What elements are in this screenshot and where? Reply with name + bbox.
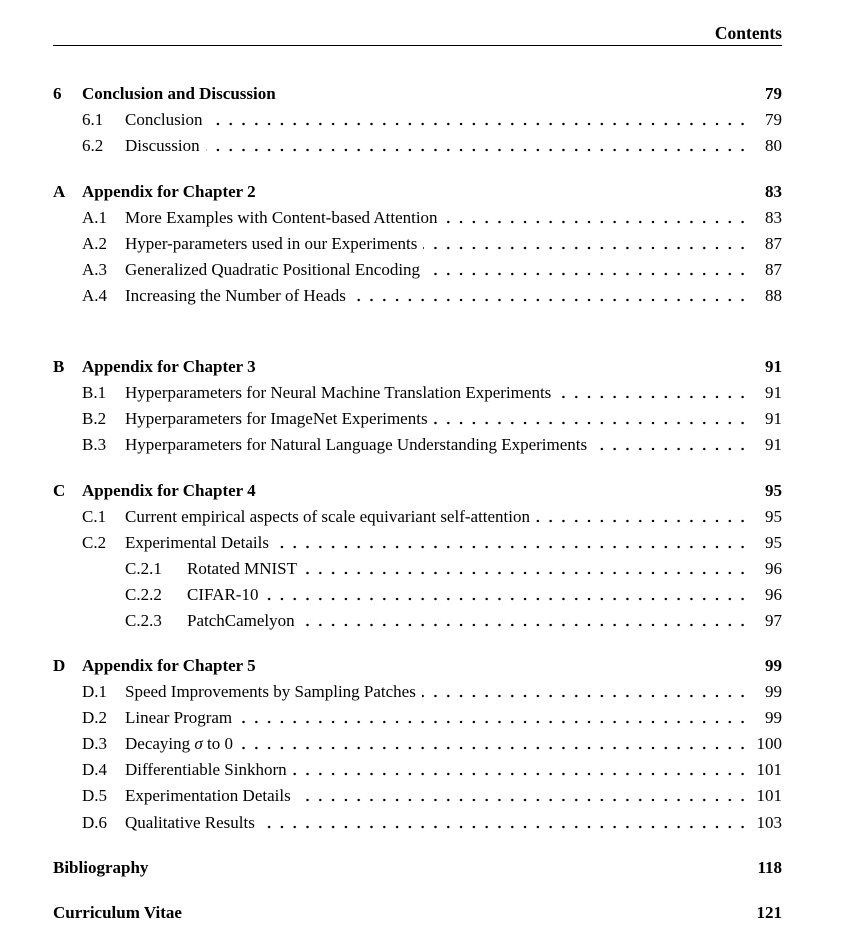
toc-section-entry[interactable] (0, 784, 841, 808)
subsection-number: C.2.2 (125, 585, 162, 604)
dot-leader (238, 720, 749, 724)
section-number: D.6 (82, 813, 108, 832)
section-page-number: 103 (756, 813, 782, 832)
chapter-page-number: 79 (765, 84, 782, 103)
subsection-title: PatchCamelyon (187, 611, 295, 630)
dot-leader (261, 825, 749, 829)
section-number: A.3 (82, 260, 108, 279)
section-number: 6.2 (82, 136, 104, 155)
dot-leader (352, 298, 749, 302)
section-title: Qualitative Results (125, 813, 255, 832)
section-page-number: 87 (765, 234, 782, 253)
section-title: More Examples with Content-based Attention (125, 208, 438, 227)
section-page-number: 99 (765, 708, 782, 727)
section-number: B.3 (82, 435, 107, 454)
curriculum-vitae-page-number: 121 (756, 903, 782, 922)
dot-leader (426, 272, 749, 276)
chapter-title: Appendix for Chapter 5 (82, 656, 256, 675)
section-number: D.3 (82, 734, 108, 753)
dot-leader (303, 571, 749, 575)
section-number: D.1 (82, 682, 108, 701)
toc-section-entry[interactable] (0, 680, 841, 704)
toc-backmatter-entry[interactable] (0, 856, 841, 880)
dot-leader (423, 246, 749, 250)
chapter-page-number: 95 (765, 481, 782, 500)
toc-section-entry[interactable] (0, 258, 841, 282)
curriculum-vitae-title: Curriculum Vitae (53, 903, 182, 922)
section-page-number: 91 (765, 409, 782, 428)
dot-leader (536, 519, 749, 523)
subsection-number: C.2.3 (125, 611, 162, 630)
section-number: B.1 (82, 383, 107, 402)
chapter-number: 6 (53, 84, 62, 103)
section-page-number: 91 (765, 435, 782, 454)
chapter-title: Appendix for Chapter 4 (82, 481, 256, 500)
section-page-number: 95 (765, 507, 782, 526)
section-page-number: 87 (765, 260, 782, 279)
dot-leader (422, 694, 749, 698)
chapter-page-number: 99 (765, 656, 782, 675)
toc-section-entry[interactable] (0, 433, 841, 457)
section-title: Current empirical aspects of scale equivariant self-attention (125, 507, 531, 526)
section-title: Hyperparameters for Neural Machine Translation Experiments (125, 383, 552, 402)
dot-leader (239, 746, 749, 750)
dot-leader (434, 421, 749, 425)
toc-chapter-entry[interactable] (0, 355, 841, 379)
section-page-number: 99 (765, 682, 782, 701)
toc-chapter-entry[interactable] (0, 82, 841, 106)
toc-section-entry[interactable] (0, 758, 841, 782)
dot-leader (275, 545, 749, 549)
section-page-number: 101 (756, 760, 782, 779)
toc-section-entry[interactable] (0, 706, 841, 730)
toc-section-entry[interactable] (0, 811, 841, 835)
section-number: D.5 (82, 786, 108, 805)
dot-leader (264, 597, 749, 601)
section-page-number: 101 (756, 786, 782, 805)
dot-leader (593, 447, 749, 451)
chapter-number: B (53, 357, 65, 376)
section-title-text: Decaying (125, 734, 195, 753)
toc-section-entry[interactable] (0, 232, 841, 256)
section-title: Hyperparameters for ImageNet Experiments (125, 409, 428, 428)
dot-leader (208, 122, 749, 126)
section-page-number: 80 (765, 136, 782, 155)
section-number: D.4 (82, 760, 108, 779)
section-page-number: 79 (765, 110, 782, 129)
section-page-number: 95 (765, 533, 782, 552)
section-number: A.4 (82, 286, 108, 305)
section-title: Increasing the Number of Heads (125, 286, 346, 305)
section-number: B.2 (82, 409, 107, 428)
section-title (125, 732, 233, 756)
toc-section-entry[interactable] (0, 531, 841, 555)
section-page-number: 100 (756, 734, 782, 753)
section-title: Linear Program (125, 708, 233, 727)
toc-subsection-entry[interactable] (0, 609, 841, 633)
dot-leader (557, 395, 749, 399)
section-title: Differentiable Sinkhorn (125, 760, 287, 779)
toc-section-entry[interactable] (0, 108, 841, 132)
sigma-symbol: σ (194, 734, 203, 753)
section-number: C.2 (82, 533, 107, 552)
section-number: 6.1 (82, 110, 104, 129)
chapter-title: Conclusion and Discussion (82, 84, 276, 103)
section-page-number: 88 (765, 286, 782, 305)
subsection-number: C.2.1 (125, 559, 162, 578)
toc-chapter-entry[interactable] (0, 479, 841, 503)
section-title: Generalized Quadratic Positional Encoding (125, 260, 421, 279)
dot-leader (444, 220, 749, 224)
section-page-number: 91 (765, 383, 782, 402)
section-title: Experimental Details (125, 533, 269, 552)
section-title-text: to 0 (202, 734, 234, 753)
dot-leader (293, 772, 749, 776)
chapter-number: A (53, 182, 66, 201)
chapter-number: D (53, 656, 66, 675)
toc-section-entry[interactable] (0, 134, 841, 158)
dot-leader (206, 148, 749, 152)
toc-subsection-entry[interactable] (0, 557, 841, 581)
section-number: A.1 (82, 208, 108, 227)
chapter-title: Appendix for Chapter 2 (82, 182, 256, 201)
subsection-page-number: 97 (765, 611, 782, 630)
section-number: C.1 (82, 507, 107, 526)
toc-section-entry[interactable] (0, 381, 841, 405)
toc-section-entry[interactable] (0, 732, 841, 756)
toc-subsection-entry[interactable] (0, 583, 841, 607)
toc-chapter-entry[interactable] (0, 180, 841, 204)
bibliography-page-number: 118 (757, 858, 782, 877)
chapter-page-number: 91 (765, 357, 782, 376)
toc-chapter-entry[interactable] (0, 654, 841, 678)
section-number: A.2 (82, 234, 108, 253)
toc-section-entry[interactable] (0, 206, 841, 230)
subsection-page-number: 96 (765, 559, 782, 578)
section-page-number: 83 (765, 208, 782, 227)
chapter-title: Appendix for Chapter 3 (82, 357, 256, 376)
section-number: D.2 (82, 708, 108, 727)
toc-section-entry[interactable] (0, 505, 841, 529)
section-title: Conclusion (125, 110, 203, 129)
section-title: Hyper-parameters used in our Experiments (125, 234, 418, 253)
bibliography-title: Bibliography (53, 858, 149, 877)
dot-leader (301, 623, 749, 627)
toc-section-entry[interactable] (0, 284, 841, 308)
chapter-page-number: 83 (765, 182, 782, 201)
section-title: Hyperparameters for Natural Language Understanding Experiments (125, 435, 588, 454)
section-title: Discussion (125, 136, 200, 155)
running-header-title: Contents (714, 23, 782, 43)
section-title: Experimentation Details (125, 786, 291, 805)
subsection-title: CIFAR-10 (187, 585, 259, 604)
subsection-title: Rotated MNIST (187, 559, 298, 578)
dot-leader (297, 798, 749, 802)
toc-backmatter-entry[interactable] (0, 901, 841, 925)
section-title: Speed Improvements by Sampling Patches (125, 682, 416, 701)
chapter-number: C (53, 481, 66, 500)
toc-section-entry[interactable] (0, 407, 841, 431)
subsection-page-number: 96 (765, 585, 782, 604)
running-header (53, 23, 782, 46)
